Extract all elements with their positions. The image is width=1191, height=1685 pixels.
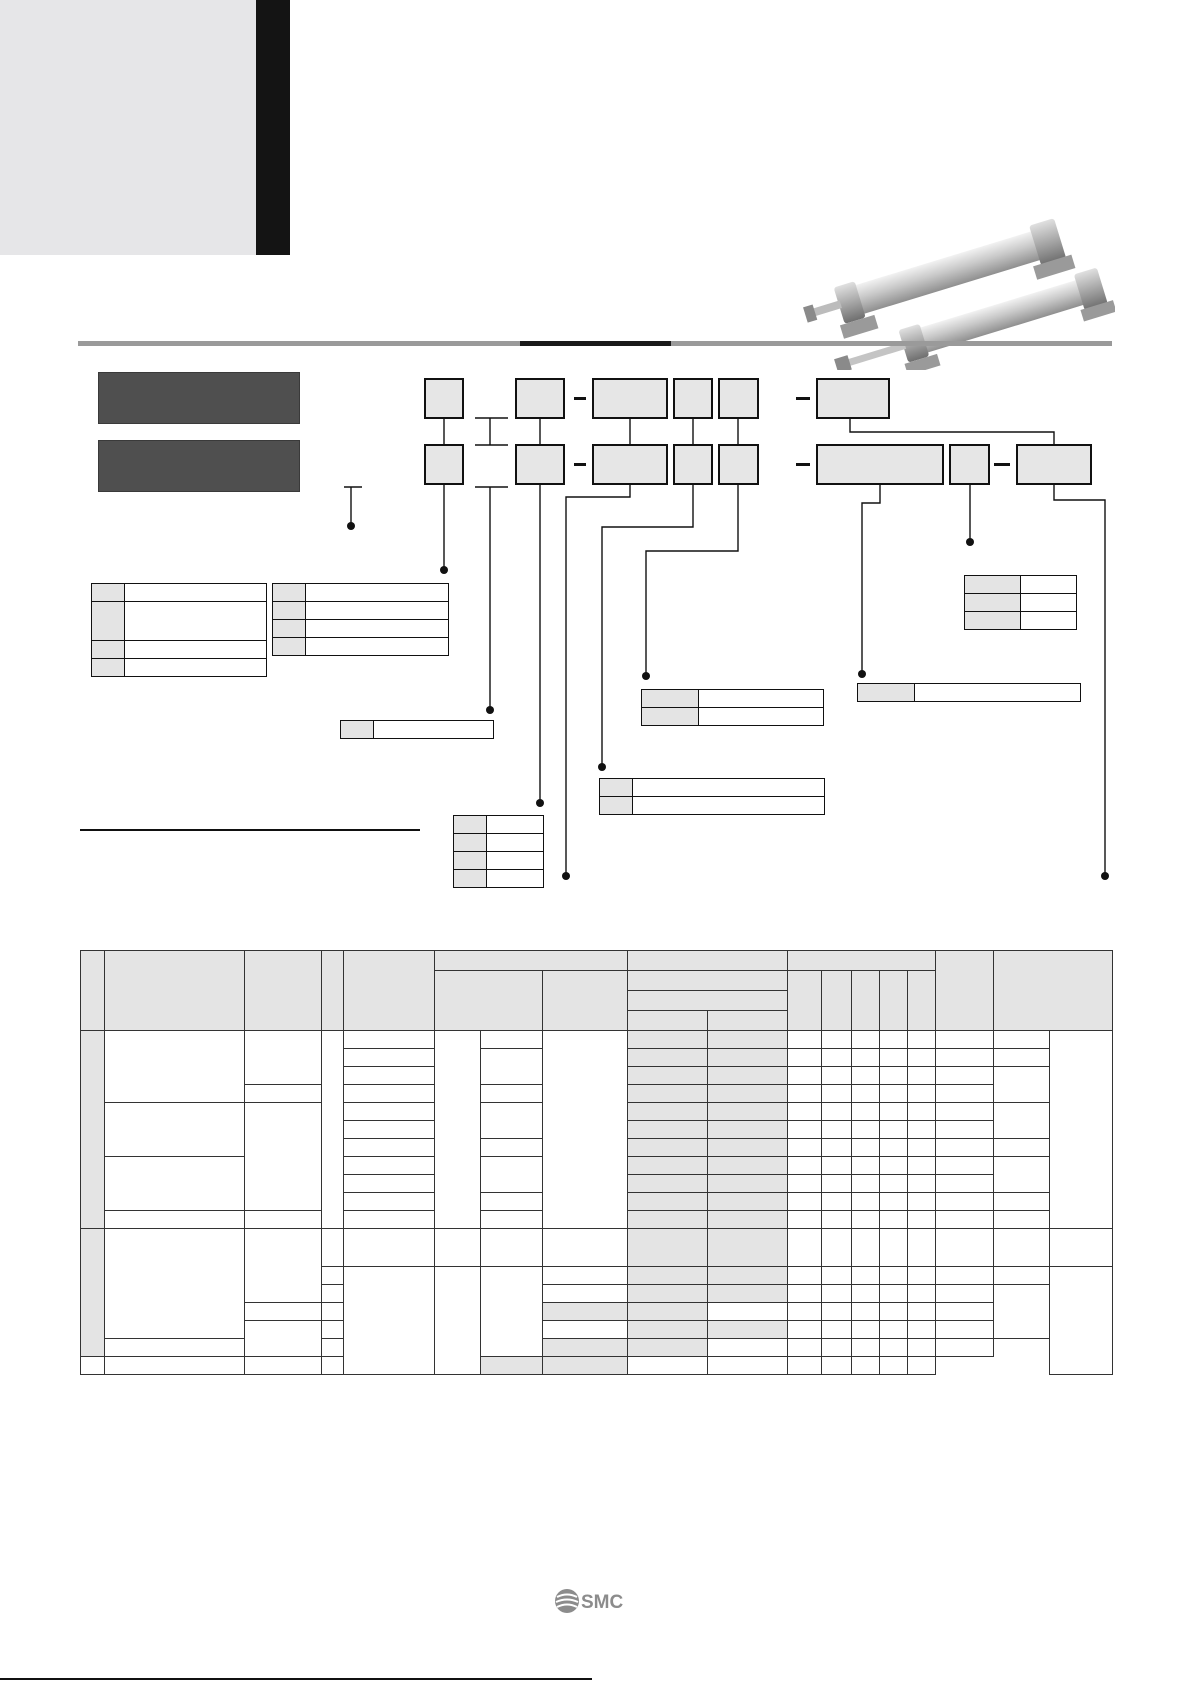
option-table-f (641, 689, 824, 726)
smc-logo-text: SMC (581, 1592, 624, 1613)
option-table-g (857, 683, 1081, 702)
spec-table (80, 950, 1113, 1375)
smc-logo (554, 1588, 638, 1614)
option-table-h (964, 575, 1077, 630)
footer-rule (0, 1678, 592, 1680)
option-table-e (599, 778, 825, 815)
option-table-a (91, 583, 267, 677)
option-table-d (453, 815, 544, 888)
option-table-b (272, 583, 449, 656)
option-table-c (340, 720, 494, 739)
note-underline (80, 829, 420, 831)
